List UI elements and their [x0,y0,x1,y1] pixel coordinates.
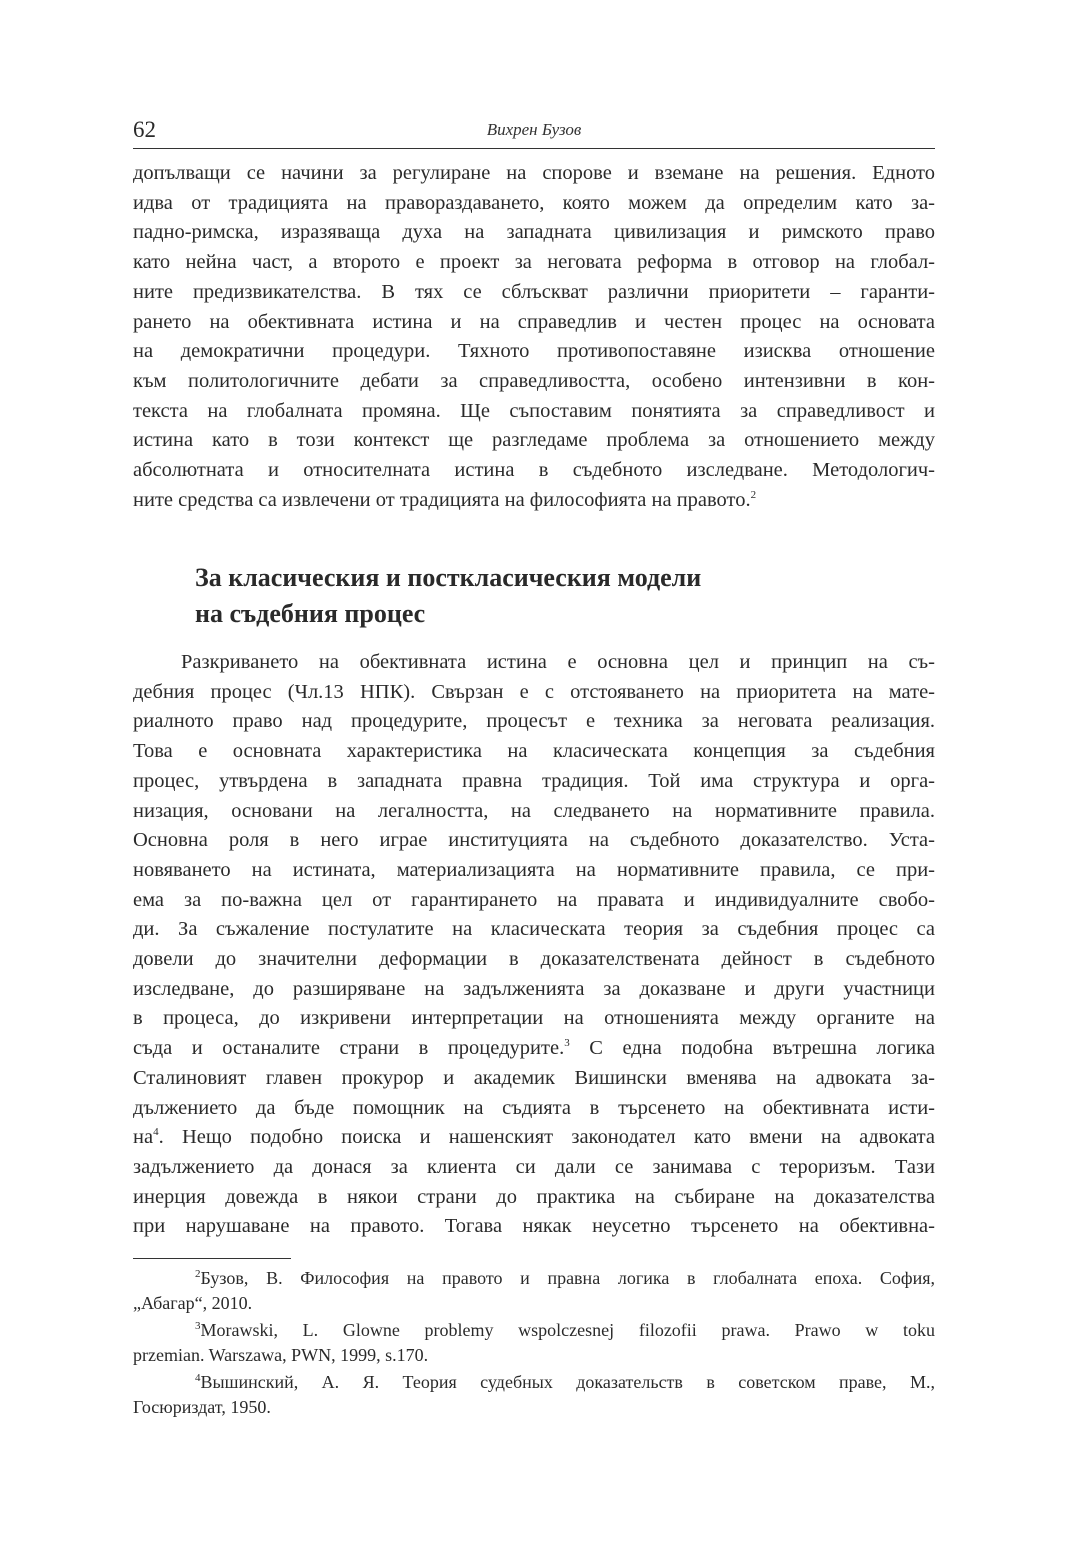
footnote-ref-4[interactable]: 4 [153,1126,159,1139]
footnote-line [133,1370,935,1395]
footnote-mark: 2 [195,1268,201,1280]
footnote-text: Morawski, L. Glowne problemy wspolczesnej filozofii prawa. Prawo w toku [200,1320,935,1340]
text-line: изследване, до разширяване на задълженията за доказване и други участници [133,977,935,1000]
text-line: довели до значителни деформации в доказателствената дейност в съдебното [133,948,935,971]
text-run: ните средства са извлечени от традицията на философията на правото. [133,488,751,511]
text-line: Това е основната характеристика на класическата концепция за съдебния [133,740,935,763]
body-paragraph-2 [133,648,935,1242]
text-line: задължението да донася за клиента си дали се занимава с тероризъм. Тази [133,1155,935,1178]
section-heading-line-1: За класическия и посткласическия модели [195,563,702,592]
text-line: низация, основани на легалността, на следването на нормативните правила. [133,799,935,822]
footnote-line [133,1318,935,1343]
text-line: на демократични процедури. Тяхното противопоставяне изисква отношение [133,340,935,363]
footnote-divider [133,1258,291,1259]
footnote-line: „Абагар“, 2010. [133,1293,253,1313]
footnote-text: Вышинский, А. Я. Теория судебных доказательств в советском праве, М., [200,1372,935,1392]
footnote-2 [133,1266,935,1316]
footnote-line: przemian. Warszawa, PWN, 1999, s.170. [133,1345,429,1365]
text-line: ди. За съжаление постулатите на класическата теория за съдебния процес са [133,918,935,941]
text-line: дебния процес (Чл.13 НПК). Свързан е с отстояването на приоритета на мате- [133,680,935,703]
running-header [133,116,935,149]
footnote-line [133,1266,935,1291]
text-line: Сталиновият главен прокурор и академик Вишински вменява на адвоката за- [133,1066,935,1089]
text-line: риалното право над процедурите, процесът е техника за неговата реализация. [133,710,935,733]
footnote-text: Бузов, В. Философия на правото и правна логика в глобалната епоха. София, [200,1268,935,1288]
body-paragraph-1 [133,159,935,515]
text-line: идва от традицията на правораздаването, която можем да определим като за- [133,191,935,214]
text-line: текста на глобалната промяна. Ще съпоставим понятията за справедливост и [133,399,935,422]
footnote-ref-2[interactable]: 2 [750,488,757,501]
text-line: абсолютната и относителната истина в съдебното изследване. Методологич- [133,459,935,482]
section-heading [195,560,895,632]
text-line [133,1034,935,1064]
page-number: 62 [133,117,156,142]
text-line: допълващи се начини за регулиране на спорове и вземане на решения. Едното [133,162,935,184]
text-line: Основна роля в него играе институцията на съдебното доказателство. Уста- [133,829,935,852]
text-line: в процеса, до изкривени интерпретации на отношенията между органите на [133,1007,935,1030]
text-line: инерция довежда в някои страни до практика на събиране на доказателства [133,1185,935,1208]
text-line: ема за по-важна цел от гарантирането на правата и индивидуалните свобо- [133,888,935,911]
text-line: при нарушаване на правото. Тогава някак неусетно търсенето на обективна- [133,1215,935,1238]
text-line: като нейна част, а второто е проект за неговата реформа в отговор на глобал- [133,251,935,274]
text-line: дължението да бъде помощник на съдията в търсенето на обективната исти- [133,1096,935,1119]
text-run: . Нещо подобно поиска и нашенският законодател като вмени на адвоката [158,1126,935,1149]
text-line: новяването на истината, материализацията на нормативните правила, се при- [133,858,935,881]
footnote-3 [133,1318,935,1368]
text-line: падно-римска, изразяваща духа на западната цивилизация и римското право [133,221,935,244]
footnote-mark: 4 [195,1372,201,1384]
footnote-line: Госюриздат, 1950. [133,1397,271,1417]
text-line: процес, утвърдена в западната правна традиция. Той има структура и орга- [133,769,935,792]
text-run: С една подобна вътрешна логика [569,1037,935,1060]
text-line: истина като в този контекст ще разгледаме проблема за отношението между [133,429,935,452]
footnotes [133,1266,935,1422]
text-line: Разкриването на обективната истина е основна цел и принцип на съ- [181,651,935,673]
footnote-4 [133,1370,935,1420]
footnote-mark: 3 [195,1320,201,1332]
text-run: на [133,1126,154,1149]
running-head-author: Вихрен Бузов [486,120,582,139]
section-heading-line-2: на съдебния процес [195,599,426,628]
text-line: към политологичните дебати за справедливостта, особено интензивни в кон- [133,369,935,392]
text-line [133,1123,935,1153]
text-line [133,486,935,516]
text-line: рането на обективната истина и на справедлив и честен процес на основата [133,310,935,333]
footnote-ref-3[interactable]: 3 [564,1037,570,1050]
text-line: ните предизвикателства. В тях се сблъскват различни приоритети – гаранти- [133,280,935,303]
text-run: съда и останалите страни в процедурите. [133,1037,565,1060]
book-page [133,0,935,1550]
